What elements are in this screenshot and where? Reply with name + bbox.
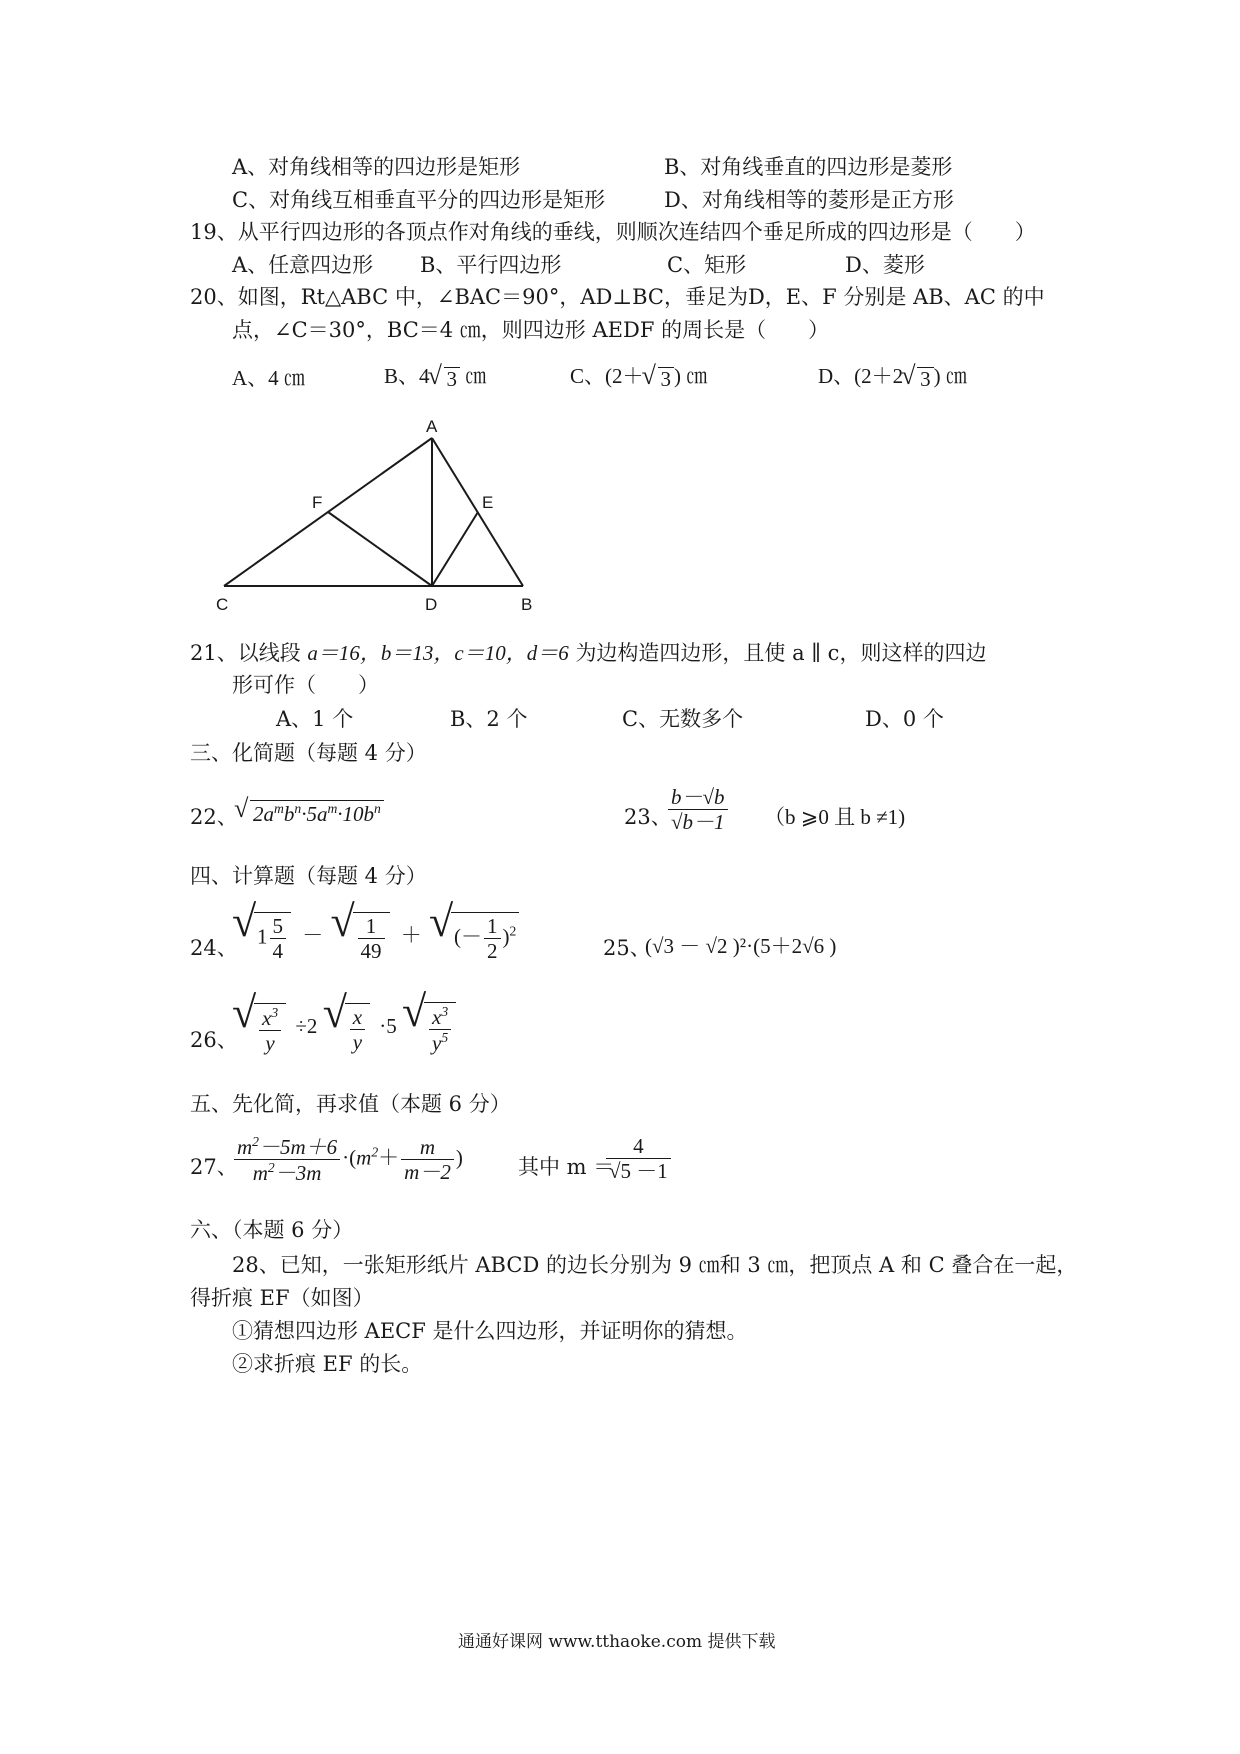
section-3-title: 三、化简题（每题 4 分） — [190, 741, 427, 765]
q20-option-b-unit: ㎝ — [465, 364, 487, 388]
q21-stem-post: 为边构造四边形，且使 a ∥ c，则这样的四边 — [575, 641, 987, 665]
q24-number: 24、 — [190, 936, 238, 960]
q19-option-c: C、矩形 — [667, 253, 747, 277]
q27-where: 其中 m ＝ — [518, 1155, 615, 1179]
q27-number: 27、 — [190, 1155, 238, 1179]
q18-option-b: B、对角线垂直的四边形是菱形 — [664, 155, 953, 179]
section-5-title: 五、先化简，再求值（本题 6 分） — [190, 1092, 511, 1116]
vertex-label-b: B — [521, 595, 533, 614]
q23-number: 23、 — [624, 805, 672, 829]
q20-option-d-prefix: D、(2＋2 — [818, 364, 904, 388]
q19-option-d: D、菱形 — [845, 253, 925, 277]
q24-sqrt-3: √ (－ $\frac{1}{2}$ )$^2$ — [433, 912, 519, 963]
q20-option-c-sqrt: √ 3 — [644, 367, 675, 390]
q19-stem: 19、从平行四边形的各顶点作对角线的垂线，则顺次连结四个垂足所成的四边形是（ ） — [190, 220, 1036, 244]
vertex-label-e: E — [482, 493, 494, 512]
q23-denominator: √b－1 — [671, 810, 725, 835]
q26-sqrt-3: √ $\frac{x^3}{y^5}$ — [406, 1002, 456, 1055]
q26-sqrt-1: √ $\frac{x^3}{y}$ — [236, 1003, 286, 1055]
q20-option-b — [384, 366, 486, 390]
q25-expression: (√3 － √2 )²·(5＋2√6 ) — [645, 934, 837, 958]
q21-stem-pre: 21、以线段 — [190, 641, 301, 665]
vertex-label-d: D — [425, 595, 438, 614]
q20-stem-line2: 点，∠C＝30°，BC＝4 ㎝，则四边形 AEDF 的周长是（ ） — [232, 318, 830, 342]
q20-option-b-prefix: B、4 — [384, 364, 430, 388]
q21-option-a: A、1 个 — [276, 707, 354, 731]
q21-option-b: B、2 个 — [450, 707, 528, 731]
q24-sqrt-2: √ $\frac{1}{49}$ — [335, 912, 390, 963]
q19-option-b: B、平行四边形 — [420, 253, 562, 277]
q21-option-c: C、无数多个 — [622, 707, 744, 731]
segment-fd — [328, 512, 432, 586]
q21-option-d: D、0 个 — [865, 707, 944, 731]
q22-number: 22、 — [190, 805, 238, 829]
section-4-title: 四、计算题（每题 4 分） — [190, 864, 427, 888]
segment-ed — [432, 512, 478, 586]
q20-option-d-sqrt: √ 3 — [903, 367, 934, 390]
q20-triangle-figure — [200, 418, 540, 633]
vertex-label-a: A — [426, 418, 438, 436]
q18-option-c: C、对角线互相垂直平分的四边形是矩形 — [232, 188, 606, 212]
q20-option-c-suffix: ) ㎝ — [674, 364, 708, 388]
page-footer: 通通好课网 www.tthaoke.com 提供下载 — [458, 1632, 776, 1652]
q24-sqrt-1: √ 1 $\frac{5}{4}$ — [236, 912, 291, 963]
q20-option-c — [570, 366, 707, 390]
q20-option-d — [818, 366, 967, 390]
q23-condition: （b ⩾0 且 b ≠1) — [764, 805, 906, 829]
q25-number: 25、 — [603, 936, 651, 960]
vertex-label-f: F — [312, 493, 323, 512]
q24-expression: √ 1 $\frac{5}{4}$ － √ $\frac{1}{49}$ ＋ √ (－ $\frac{1}{2}$ )$^2$ — [236, 912, 519, 963]
q21-stem-line2: 形可作（ ） — [232, 673, 379, 697]
q19-option-a: A、任意四边形 — [232, 253, 374, 277]
q28-line3: ①猜想四边形 AECF 是什么四边形，并证明你的猜想。 — [232, 1319, 748, 1343]
q27-expression: $\frac{m^2-5m+6}{m^2-3m}$ $\cdot(m^2+$ $\frac{m}{m-2}$ ) — [232, 1134, 463, 1185]
section-6-title: 六、（本题 6 分） — [190, 1218, 354, 1242]
q26-number: 26、 — [190, 1028, 238, 1052]
q23-fraction — [666, 785, 730, 834]
q26-sqrt-2: √ $\frac{x}{y}$ — [327, 1003, 370, 1054]
q27-m-value: $\frac{4}{√5 -1}$ — [604, 1134, 673, 1183]
q20-option-d-suffix: ) ㎝ — [933, 364, 967, 388]
vertex-label-c: C — [216, 595, 229, 614]
q20-stem-line1: 20、如图，Rt△ABC 中，∠BAC＝90°，AD⊥BC，垂足为D，E、F 分别是 AB、AC 的中 — [190, 285, 1045, 309]
q26-expression: √ $\frac{x^3}{y}$ ÷2 √ $\frac{x}{y}$ ·5 √ $\frac{x^3}{y^5}$ — [236, 1002, 456, 1055]
q22-sqrt: √ $2a^mb^n\cdot 5a^m\cdot 10b^n$ — [236, 800, 384, 825]
q20-option-a: A、4 ㎝ — [232, 366, 305, 390]
q22-expression — [236, 800, 384, 825]
q28-line4: ②求折痕 EF 的长。 — [232, 1352, 423, 1376]
q21-segments: a＝16，b＝13，c＝10，d＝6 — [307, 641, 569, 665]
q23-numerator: b－√b — [668, 785, 728, 810]
q28-line1: 28、已知，一张矩形纸片 ABCD 的边长分别为 9 ㎝和 3 ㎝，把顶点 A 和 C 叠合在一起， — [232, 1253, 1078, 1277]
q28-line2: 得折痕 EF（如图） — [190, 1286, 374, 1310]
q18-option-d: D、对角线相等的菱形是正方形 — [664, 188, 954, 212]
q20-option-c-prefix: C、(2＋ — [570, 364, 644, 388]
q21-stem-line1 — [190, 643, 986, 664]
q20-option-b-sqrt: √ 3 — [430, 367, 461, 390]
q18-option-a: A、对角线相等的四边形是矩形 — [232, 155, 521, 179]
